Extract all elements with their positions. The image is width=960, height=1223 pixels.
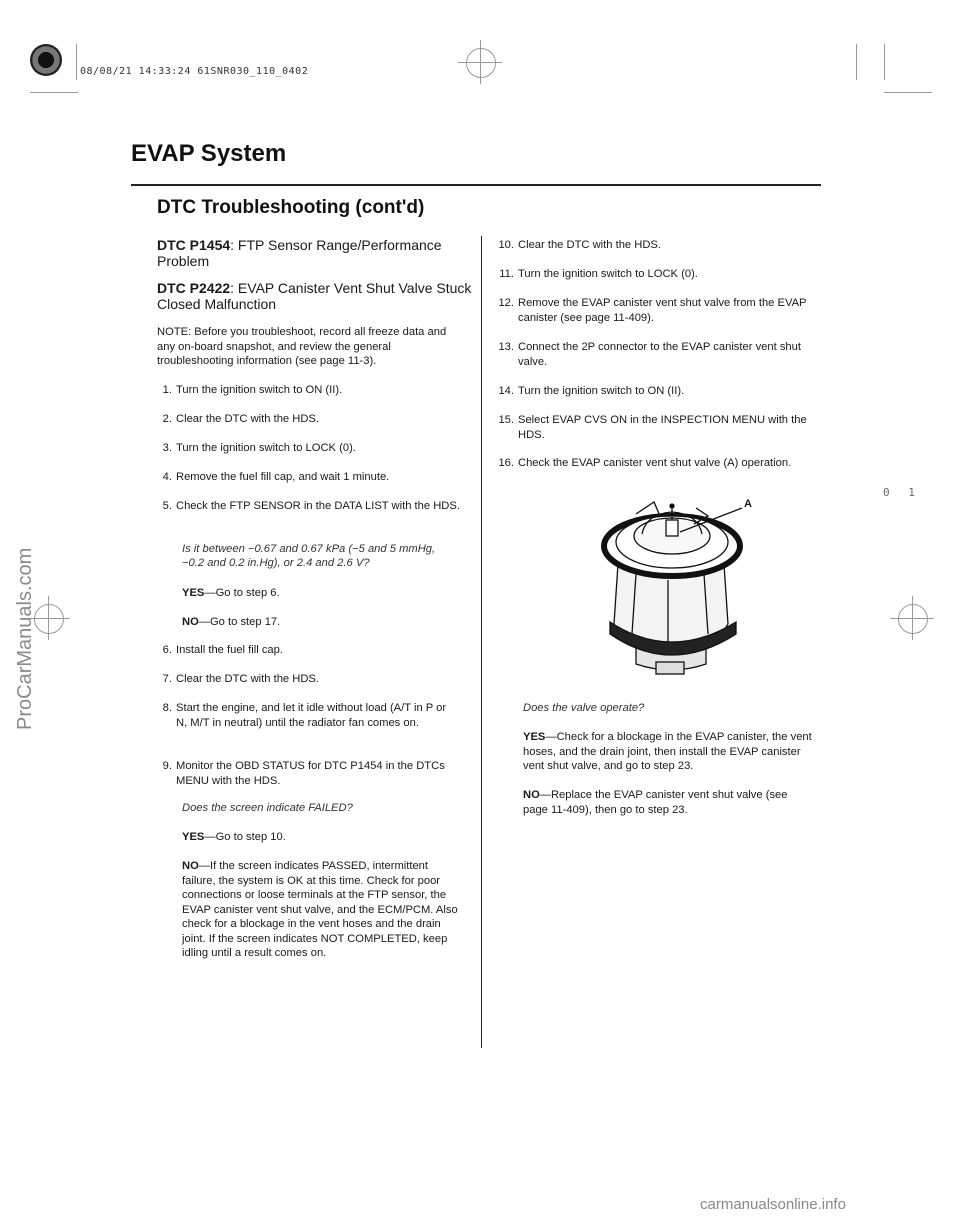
step-number: 12.	[498, 297, 514, 309]
step-text: Check the EVAP canister vent shut valve (A) operation.	[518, 457, 792, 469]
step-text: Remove the fuel fill cap, and wait 1 minute.	[176, 471, 390, 483]
answer-text: Go to step 10.	[215, 831, 286, 843]
crop-mark	[856, 44, 857, 80]
answer-label: YES	[182, 831, 205, 843]
crop-mark	[884, 44, 885, 80]
step-number: 16.	[498, 457, 514, 469]
crop-mark	[890, 618, 934, 619]
answer-label: NO	[523, 789, 540, 801]
step-number: 15.	[498, 414, 514, 426]
step-number: 3.	[162, 442, 172, 454]
step-number: 9.	[162, 760, 172, 772]
step-number: 1.	[162, 384, 172, 396]
step-text: Clear the DTC with the HDS.	[176, 413, 319, 425]
step-number: 5.	[162, 500, 172, 512]
answer-label: NO	[182, 860, 199, 872]
dtc-p1454-heading	[157, 237, 477, 269]
answer-text: Check for a blockage in the EVAP canister, the vent hoses, and the drain joint, then install the EVAP canister vent shut valve, and go to step 23.	[523, 731, 812, 772]
dtc-description: : EVAP Canister Vent Shut Valve Stuck Closed Malfunction	[157, 280, 472, 312]
step-number: 14.	[498, 385, 514, 397]
step-number: 10.	[498, 239, 514, 251]
note-text: NOTE: Before you troubleshoot, record all freeze data and any on-board snapshot, and review the general troubleshooting information (see page 11-3).	[157, 326, 447, 367]
answer-text: If the screen indicates PASSED, intermittent failure, the system is OK at this time. Check for poor connections or loose terminals at the FTP sensor, the EVAP canister vent shut valve, and the ECM/PCM. Also check for a blockage in the vent hoses and the drain joint. If the screen indicates NOT COMPLETED, keep idling until a result comes on.	[182, 860, 458, 959]
step-number: 7.	[162, 673, 172, 685]
step-text: Turn the ignition switch to LOCK (0).	[518, 268, 698, 280]
step-text: Remove the EVAP canister vent shut valve from the EVAP canister (see page 11-409).	[518, 297, 807, 324]
step-text: Install the fuel fill cap.	[176, 644, 283, 656]
registration-crosshair-left	[34, 604, 64, 634]
registration-mark-top-left	[30, 44, 62, 76]
crop-mark	[30, 92, 78, 93]
question-step-9: Does the screen indicate FAILED?	[182, 802, 353, 814]
step-text: Check the FTP SENSOR in the DATA LIST with the HDS.	[176, 500, 460, 512]
step-number: 11.	[499, 268, 514, 280]
vent-shut-valve-figure	[596, 494, 766, 680]
answer-label: YES	[182, 587, 205, 599]
registration-crosshair-top	[466, 48, 496, 78]
registration-crosshair-right	[898, 604, 928, 634]
crop-mark	[76, 44, 77, 80]
answer-yes-step-5: YES—Go to step 6.	[182, 587, 280, 599]
title-rule	[131, 184, 821, 186]
step-number: 4.	[162, 471, 172, 483]
answer-label: YES	[523, 731, 546, 743]
step-text: Turn the ignition switch to ON (II).	[176, 384, 343, 396]
dtc-p2422-heading	[157, 280, 477, 312]
step-text: Turn the ignition switch to LOCK (0).	[176, 442, 356, 454]
step-number: 6.	[162, 644, 172, 656]
step-text: Clear the DTC with the HDS.	[176, 673, 319, 685]
step-text: Connect the 2P connector to the EVAP canister vent shut valve.	[518, 341, 801, 368]
section-title: DTC Troubleshooting (cont'd)	[157, 197, 425, 218]
step-text: Monitor the OBD STATUS for DTC P1454 in the DTCs MENU with the HDS.	[176, 760, 445, 787]
answer-text: Replace the EVAP canister vent shut valve (see page 11-409), then go to step 23.	[523, 789, 788, 816]
question-step-16: Does the valve operate?	[523, 702, 645, 714]
side-code: 0 1	[883, 486, 921, 499]
crop-mark	[458, 62, 502, 63]
dtc-code: DTC P1454	[157, 237, 231, 253]
step-text: Turn the ignition switch to ON (II).	[518, 385, 685, 397]
step-text: Select EVAP CVS ON in the INSPECTION MENU with the HDS.	[518, 414, 807, 441]
answer-text: Go to step 6.	[215, 587, 280, 599]
dtc-code: DTC P2422	[157, 280, 231, 296]
watermark-bottom: carmanualsonline.info	[700, 1196, 846, 1213]
step-number: 13.	[498, 341, 514, 353]
answer-yes-step-16: YES—Check for a blockage in the EVAP canister, the vent hoses, and the drain joint, then install the EVAP canister vent shut valve, and go to step 23.	[523, 731, 812, 772]
answer-text: Go to step 17.	[209, 616, 281, 628]
answer-no-step-16: NO—Replace the EVAP canister vent shut valve (see page 11-409), then go to step 23.	[523, 789, 788, 816]
step-text: Start the engine, and let it idle without load (A/T in P or N, M/T in neutral) until the radiator fan comes on.	[176, 702, 447, 729]
column-divider	[481, 236, 482, 1048]
watermark-left: ProCarManuals.com	[14, 547, 36, 730]
page-title: EVAP System	[131, 140, 287, 167]
step-text: Clear the DTC with the HDS.	[518, 239, 661, 251]
answer-no-step-9: NO—If the screen indicates PASSED, intermittent failure, the system is OK at this time. Check for poor connections or loose terminals at the FTP sensor, the EVAP canister vent shut valve, and the ECM/PCM. Also check for a blockage in the vent hoses and the drain joint. If the screen indicates NOT COMPLETED, keep idling until a result comes on.	[182, 860, 458, 959]
dtc-description: : FTP Sensor Range/Performance Problem	[157, 237, 442, 269]
figure-callout-label: A	[744, 498, 752, 510]
step-number: 2.	[162, 413, 172, 425]
answer-no-step-5: NO—Go to step 17.	[182, 616, 281, 628]
crop-mark	[884, 92, 932, 93]
answer-yes-step-9: YES—Go to step 10.	[182, 831, 286, 843]
step-number: 8.	[162, 702, 172, 714]
print-stamp: 08/08/21 14:33:24 61SNR030_110_0402	[80, 66, 309, 77]
question-step-5: Is it between −0.67 and 0.67 kPa (−5 and 5 mmHg, −0.2 and 0.2 in.Hg), or 2.4 and 2.6 V?	[182, 543, 436, 569]
answer-label: NO	[182, 616, 199, 628]
